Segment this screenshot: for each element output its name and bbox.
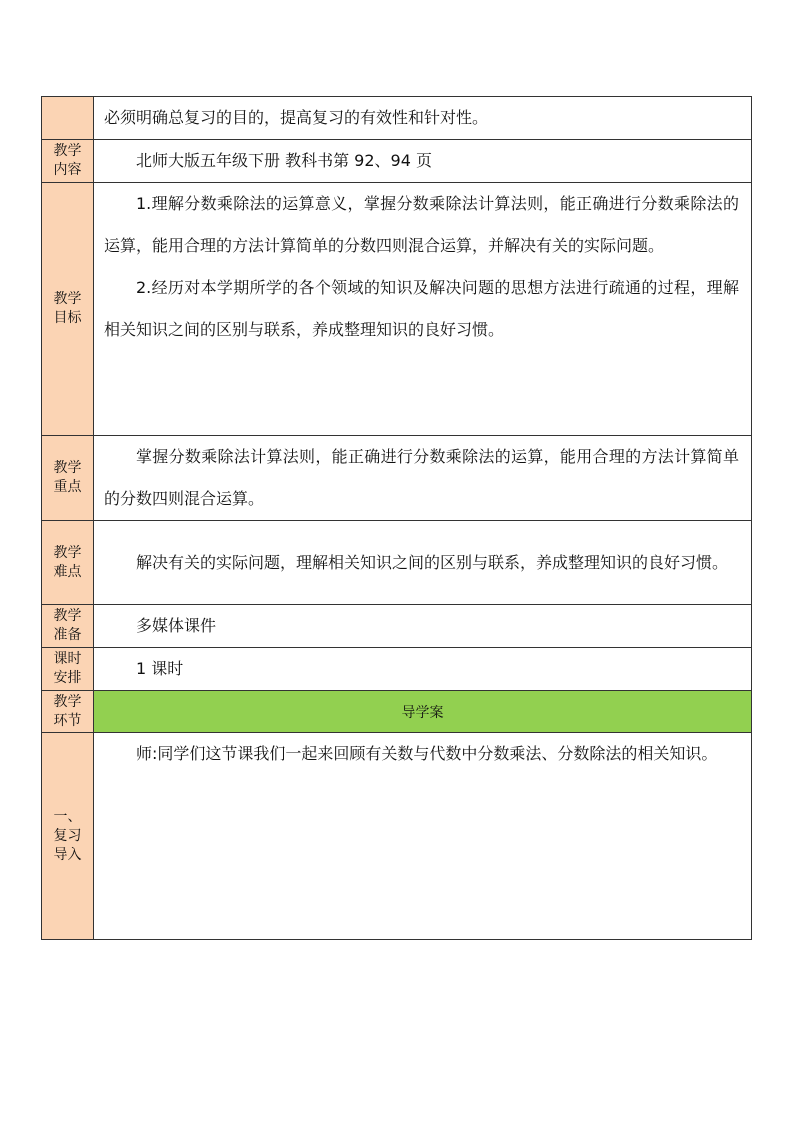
table-row [42, 97, 752, 140]
row-label [42, 521, 94, 605]
table-row [42, 648, 752, 691]
label-line: 安排 [53, 670, 82, 686]
row-content [94, 140, 752, 183]
paragraph: 解决有关的实际问题，理解相关知识之间的区别与联系，养成整理知识的良好习惯。 [136, 552, 729, 572]
table-row [42, 140, 752, 183]
paragraph: 必须明确总复习的目的，提高复习的有效性和针对性。 [104, 108, 489, 127]
label-line: 教学 [53, 693, 82, 710]
label-line: 教学 [53, 608, 82, 624]
label-line: 准备 [53, 627, 82, 643]
lesson-plan-table [41, 96, 752, 940]
paragraph: 1 课时 [136, 659, 184, 678]
row-content [94, 183, 752, 436]
paragraph: 北师大版五年级下册 教科书第 92、94 页 [136, 151, 432, 170]
label-line: 导入 [53, 846, 82, 863]
row-label [42, 436, 94, 521]
row-content [94, 648, 752, 691]
row-content [94, 97, 752, 140]
table-row [42, 436, 752, 521]
row-label [42, 183, 94, 436]
row-label [42, 605, 94, 648]
paragraph: 掌握分数乘除法计算法则，能正确进行分数乘除法的运算，能用合理的方法计算简单的分数四则混合运算。 [104, 447, 739, 508]
table-row [42, 183, 752, 436]
row-content [94, 605, 752, 648]
row-label [42, 691, 94, 733]
paragraph: 多媒体课件 [136, 616, 217, 635]
label-line: 环节 [53, 712, 82, 729]
label-line: 内容 [53, 162, 82, 178]
paragraph: 2.经历对本学期所学的各个领域的知识及解决问题的思想方法进行疏通的过程，理解相关知识之间的区别与联系，养成整理知识的良好习惯。 [104, 278, 739, 339]
label-line: 复习 [53, 827, 82, 844]
label-line: 教学 [53, 460, 82, 476]
row-label [42, 648, 94, 691]
table-row [42, 733, 752, 940]
section-header-text: 导学案 [401, 704, 444, 721]
label-line: 教学 [53, 544, 82, 561]
table-row [42, 521, 752, 605]
label-line: 难点 [53, 563, 82, 580]
row-content [94, 436, 752, 521]
table-row [42, 691, 752, 733]
row-content [94, 733, 752, 940]
row-content [94, 521, 752, 605]
label-line: 目标 [53, 310, 82, 326]
label-line: 课时 [53, 651, 82, 667]
paragraph: 1.理解分数乘除法的运算意义，掌握分数乘除法计算法则，能正确进行分数乘除法的运算，能用合理的方法计算简单的分数四则混合运算，并解决有关的实际问题。 [104, 194, 739, 255]
label-line: 重点 [53, 479, 82, 495]
label-line: 教学 [53, 291, 82, 307]
label-line: 教学 [53, 143, 82, 159]
section-header-cell [94, 691, 752, 733]
paragraph: 师:同学们这节课我们一起来回顾有关数与代数中分数乘法、分数除法的相关知识。 [136, 744, 718, 763]
label-line: 一、 [53, 808, 82, 825]
row-label [42, 97, 94, 140]
table-row [42, 605, 752, 648]
row-label [42, 140, 94, 183]
row-label [42, 733, 94, 940]
